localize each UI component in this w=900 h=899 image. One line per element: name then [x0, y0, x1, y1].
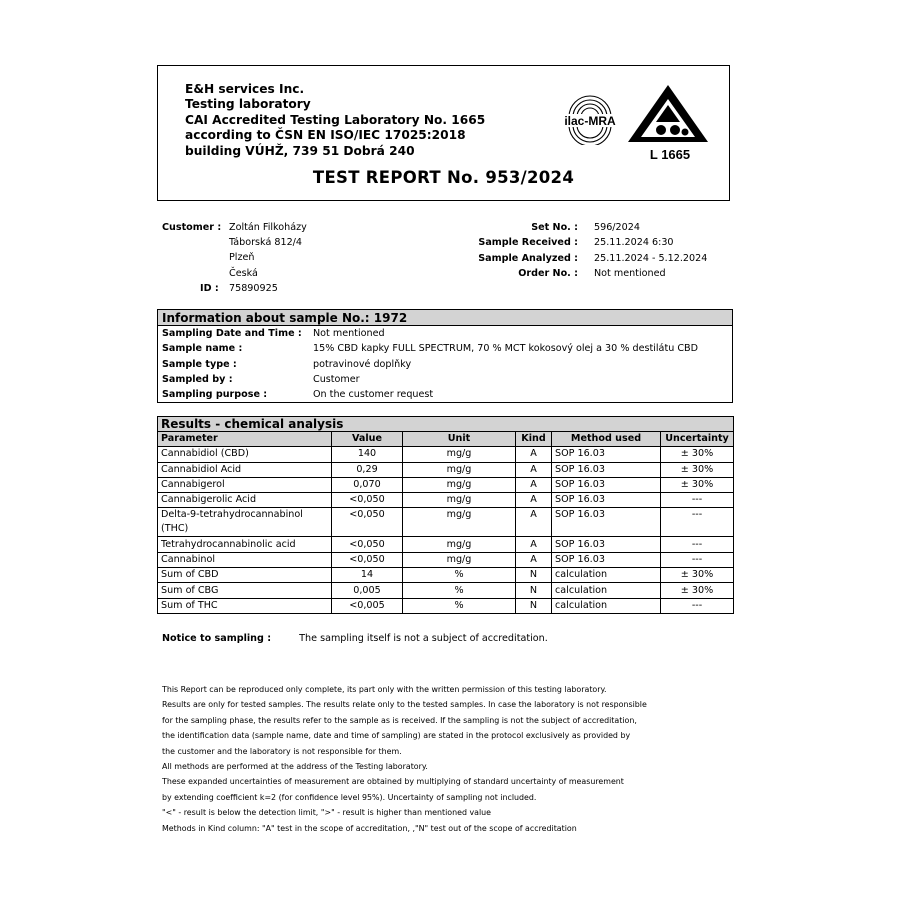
result-kind-cell: A: [516, 462, 552, 477]
result-parameter-cell: Sum of CBD: [158, 568, 332, 583]
sample-analyzed: 25.11.2024 - 5.12.2024: [594, 253, 708, 264]
customer-name: Zoltán Filkoházy: [229, 222, 307, 233]
footer-line: Methods in Kind column: "A" test in the scope of accreditation, ,"N" test out of the scope of accreditation: [162, 823, 577, 833]
footer-line: Results are only for tested samples. The results relate only to the tested samples. In case the laboratory is not responsible: [162, 700, 647, 710]
result-uncertainty-cell: ± 30%: [661, 462, 734, 477]
table-row: [158, 598, 734, 613]
lab-standard: according to ČSN EN ISO/IEC 17025:2018: [185, 128, 466, 143]
customer-label: Customer :: [162, 222, 222, 233]
result-unit-cell: mg/g: [403, 477, 516, 492]
footer-line: by extending coefficient k=2 (for confidence level 95%). Uncertainty of sampling not included.: [162, 792, 537, 802]
result-unit-cell: mg/g: [403, 537, 516, 552]
result-kind-cell: A: [516, 537, 552, 552]
result-kind-cell: A: [516, 552, 552, 567]
result-uncertainty-cell: ---: [661, 552, 734, 567]
result-uncertainty-cell: ---: [661, 537, 734, 552]
lab-type: Testing laboratory: [185, 97, 311, 112]
footer-line: for the sampling phase, the results refer to the sample as is received. If the sampling is not the subject of accreditation,: [162, 715, 637, 725]
result-parameter-cell: Sum of CBG: [158, 583, 332, 598]
result-parameter-cell: Tetrahydrocannabinolic acid: [158, 537, 332, 552]
result-value-cell: 14: [332, 568, 403, 583]
table-row: [158, 583, 734, 598]
customer-id-label: ID :: [200, 283, 219, 294]
column-header: Parameter: [158, 432, 332, 447]
result-parameter-cell: Cannabigerol: [158, 477, 332, 492]
column-header: Value: [332, 432, 403, 447]
notice-text: The sampling itself is not a subject of accreditation.: [299, 633, 548, 644]
result-kind-cell: A: [516, 477, 552, 492]
result-value-cell: <0,050: [332, 552, 403, 567]
result-value-cell: <0,050: [332, 493, 403, 508]
result-method-cell: SOP 16.03: [552, 462, 661, 477]
result-kind-cell: N: [516, 598, 552, 613]
result-value-cell: <0,050: [332, 508, 403, 537]
result-unit-cell: mg/g: [403, 447, 516, 462]
result-value-cell: <0,050: [332, 537, 403, 552]
table-row: [158, 447, 734, 462]
sample-info-label: Sample name :: [162, 343, 243, 355]
result-value-cell: 0,29: [332, 462, 403, 477]
result-value-cell: 140: [332, 447, 403, 462]
result-unit-cell: mg/g: [403, 493, 516, 508]
sample-info-value: potravinové doplňky: [313, 358, 412, 370]
set-no: 596/2024: [594, 222, 640, 233]
result-kind-cell: A: [516, 508, 552, 537]
footer-line: This Report can be reproduced only complete, its part only with the written permission of this testing laboratory.: [162, 685, 607, 694]
set-no-label: Set No. :: [531, 222, 578, 233]
sample-info-row: [158, 387, 733, 403]
result-uncertainty-cell: ± 30%: [661, 477, 734, 492]
lab-info: [185, 82, 485, 159]
result-uncertainty-cell: ---: [661, 493, 734, 508]
result-unit-cell: %: [403, 598, 516, 613]
order-no-label: Order No. :: [518, 268, 578, 279]
sample-info-header-row: [158, 310, 733, 326]
footer-line: the identification data (sample name, date and time of sampling) are stated in the protocol exclusively as provided by: [162, 731, 631, 741]
sample-info-row: [158, 341, 733, 356]
result-method-cell: SOP 16.03: [552, 493, 661, 508]
results-column-headers: [158, 432, 734, 447]
sample-info-label: Sampling Date and Time :: [162, 328, 302, 340]
result-parameter-cell: Delta-9-tetrahydrocannabinol (THC): [158, 508, 332, 537]
result-method-cell: calculation: [552, 568, 661, 583]
footer-line: "<" - result is below the detection limit, ">" - result is higher than mentioned value: [162, 808, 492, 818]
result-parameter-cell: Cannabidiol Acid: [158, 462, 332, 477]
report-footer-notes: [162, 682, 647, 836]
result-kind-cell: A: [516, 493, 552, 508]
table-row: [158, 552, 734, 567]
order-no: Not mentioned: [594, 268, 666, 279]
result-method-cell: calculation: [552, 598, 661, 613]
footer-line: These expanded uncertainties of measurement are obtained by multiplying of standard uncertainty of measurement: [162, 777, 624, 787]
result-unit-cell: mg/g: [403, 552, 516, 567]
result-uncertainty-cell: ---: [661, 598, 734, 613]
footer-line: the customer and the laboratory is not responsible for them.: [162, 746, 402, 756]
sample-info-value: On the customer request: [313, 389, 434, 401]
sample-analyzed-label: Sample Analyzed :: [478, 253, 578, 264]
table-row: [158, 462, 734, 477]
column-header: Unit: [403, 432, 516, 447]
results-title-row: [158, 417, 734, 432]
result-kind-cell: N: [516, 568, 552, 583]
result-value-cell: 0,070: [332, 477, 403, 492]
result-method-cell: SOP 16.03: [552, 447, 661, 462]
notice-label: Notice to sampling :: [162, 633, 272, 644]
sample-info-label: Sample type :: [162, 358, 237, 370]
sample-info-label: Sampled by :: [162, 374, 233, 386]
result-parameter-cell: Cannabidiol (CBD): [158, 447, 332, 462]
sample-info-label: Sampling purpose :: [162, 389, 268, 401]
result-value-cell: <0,005: [332, 598, 403, 613]
result-method-cell: SOP 16.03: [552, 552, 661, 567]
lab-accreditation: CAI Accredited Testing Laboratory No. 1665: [185, 112, 486, 127]
cai-code: L 1665: [649, 147, 691, 162]
sample-info-row: [158, 326, 733, 342]
table-row: [158, 493, 734, 508]
result-uncertainty-cell: ± 30%: [661, 583, 734, 598]
table-row: [158, 477, 734, 492]
column-header: Method used: [552, 432, 661, 447]
column-header: Uncertainty: [661, 432, 734, 447]
result-unit-cell: mg/g: [403, 462, 516, 477]
customer-id: 75890925: [229, 283, 278, 294]
result-uncertainty-cell: ---: [661, 508, 734, 537]
sample-received-label: Sample Received :: [478, 237, 578, 248]
results-title: Results - chemical analysis: [158, 417, 734, 432]
result-parameter-cell: Cannabigerolic Acid: [158, 493, 332, 508]
results-table: [157, 416, 734, 614]
customer-country: Česká: [229, 268, 258, 279]
cai-accreditation-logo: [625, 82, 711, 162]
sample-info-header: Information about sample No.: 1972: [158, 310, 733, 326]
result-method-cell: calculation: [552, 583, 661, 598]
table-row: [158, 508, 734, 537]
result-parameter-cell: Cannabinol: [158, 552, 332, 567]
ilac-text: ilac-MRA: [564, 114, 616, 128]
sample-info-value: 15% CBD kapky FULL SPECTRUM, 70 % MCT kokosový olej a 30 % destilátu CBD: [313, 343, 698, 355]
sample-info-row: [158, 372, 733, 387]
result-unit-cell: %: [403, 568, 516, 583]
ilac-mra-logo: [555, 85, 625, 145]
lab-name: E&H services Inc.: [185, 82, 305, 96]
sample-received: 25.11.2024 6:30: [594, 237, 674, 248]
customer-city: Plzeň: [229, 252, 255, 263]
sample-info-value: Customer: [313, 374, 360, 386]
result-parameter-cell: Sum of THC: [158, 598, 332, 613]
sample-info-row: [158, 357, 733, 372]
table-row: [158, 568, 734, 583]
result-method-cell: SOP 16.03: [552, 508, 661, 537]
table-row: [158, 537, 734, 552]
result-kind-cell: N: [516, 583, 552, 598]
result-unit-cell: %: [403, 583, 516, 598]
result-method-cell: SOP 16.03: [552, 537, 661, 552]
report-title: TEST REPORT No. 953/2024: [312, 168, 575, 187]
footer-line: All methods are performed at the address of the Testing laboratory.: [162, 762, 428, 772]
column-header: Kind: [516, 432, 552, 447]
result-value-cell: 0,005: [332, 583, 403, 598]
result-uncertainty-cell: ± 30%: [661, 568, 734, 583]
sample-info-table: [157, 309, 733, 403]
result-uncertainty-cell: ± 30%: [661, 447, 734, 462]
sample-info-value: Not mentioned: [313, 328, 385, 340]
result-unit-cell: mg/g: [403, 508, 516, 537]
customer-street: Táborská 812/4: [229, 237, 303, 248]
lab-address: building VÚHŽ, 739 51 Dobrá 240: [185, 143, 415, 158]
notice-to-sampling: [162, 633, 548, 644]
result-kind-cell: A: [516, 447, 552, 462]
result-method-cell: SOP 16.03: [552, 477, 661, 492]
